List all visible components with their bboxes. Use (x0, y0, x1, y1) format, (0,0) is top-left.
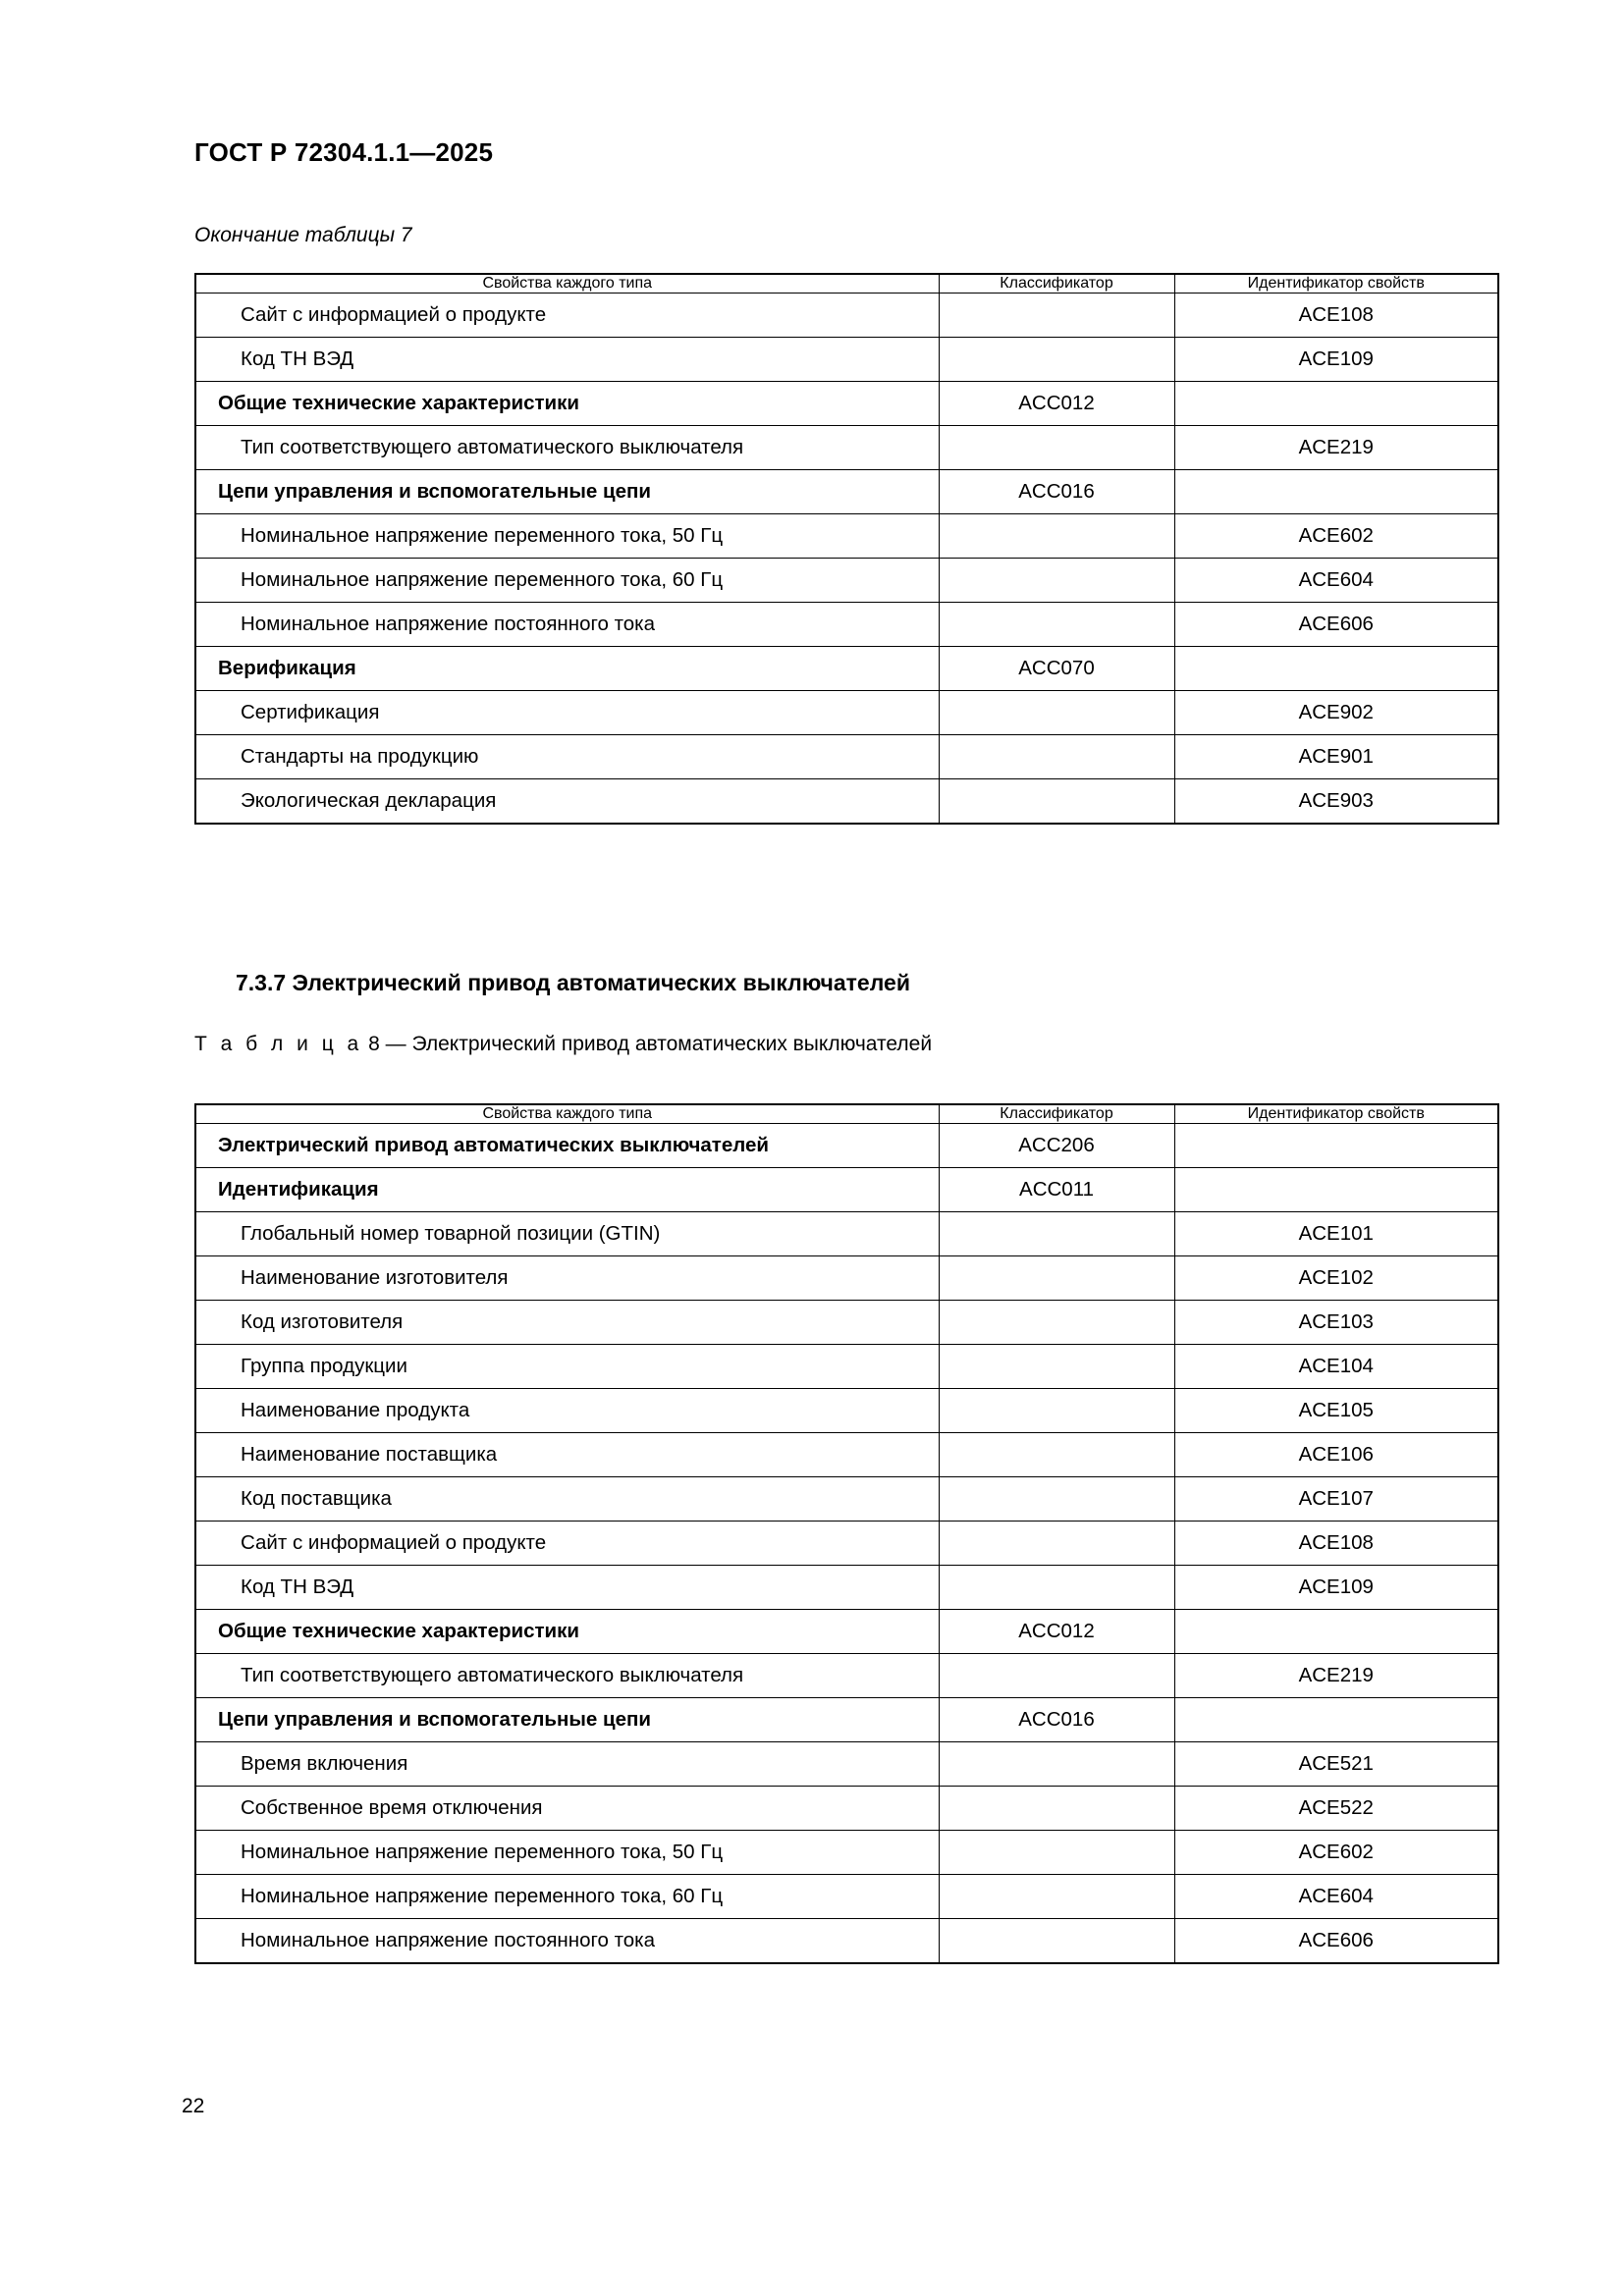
row-group-name: Электрический привод автоматических выключателей (195, 1124, 939, 1168)
row-classifier (939, 1256, 1174, 1301)
row-classifier (939, 1433, 1174, 1477)
row-property-id: ACE522 (1174, 1787, 1498, 1831)
row-classifier: ACC011 (939, 1168, 1174, 1212)
row-property-name: Номинальное напряжение переменного тока, 50 Гц (195, 514, 939, 559)
standard-header: ГОСТ Р 72304.1.1—2025 (194, 137, 494, 167)
table-row (195, 338, 1498, 382)
table-row (195, 691, 1498, 735)
row-classifier: ACC070 (939, 647, 1174, 691)
row-classifier (939, 1477, 1174, 1522)
row-property-id: ACE602 (1174, 514, 1498, 559)
table-row (195, 559, 1498, 603)
row-classifier (939, 338, 1174, 382)
row-classifier (939, 294, 1174, 338)
table-row (195, 1477, 1498, 1522)
row-property-name: Наименование продукта (195, 1389, 939, 1433)
row-group-name: Цепи управления и вспомогательные цепи (195, 1698, 939, 1742)
column-header-classifier: Классификатор (939, 1104, 1174, 1124)
row-classifier (939, 1389, 1174, 1433)
row-classifier (939, 779, 1174, 825)
row-classifier (939, 1919, 1174, 1964)
table-8 (194, 1103, 1499, 1964)
row-property-id (1174, 382, 1498, 426)
row-property-name: Наименование поставщика (195, 1433, 939, 1477)
row-property-name: Сайт с информацией о продукте (195, 1522, 939, 1566)
row-property-id (1174, 1168, 1498, 1212)
table-row (195, 1124, 1498, 1168)
table-row (195, 1698, 1498, 1742)
row-property-id (1174, 647, 1498, 691)
row-classifier (939, 1875, 1174, 1919)
row-property-id: ACE108 (1174, 294, 1498, 338)
row-classifier (939, 691, 1174, 735)
row-classifier (939, 1522, 1174, 1566)
row-group-name: Верификация (195, 647, 939, 691)
row-property-name: Номинальное напряжение постоянного тока (195, 603, 939, 647)
row-property-id: ACE106 (1174, 1433, 1498, 1477)
table-8-body (195, 1124, 1498, 1964)
row-classifier: ACC012 (939, 382, 1174, 426)
row-classifier (939, 1566, 1174, 1610)
table-row (195, 294, 1498, 338)
row-property-id: ACE903 (1174, 779, 1498, 825)
row-property-id: ACE107 (1174, 1477, 1498, 1522)
row-group-name: Общие технические характеристики (195, 1610, 939, 1654)
row-property-id: ACE108 (1174, 1522, 1498, 1566)
table-row (195, 1389, 1498, 1433)
row-property-name: Номинальное напряжение переменного тока, 60 Гц (195, 559, 939, 603)
row-group-name: Общие технические характеристики (195, 382, 939, 426)
row-property-id: ACE109 (1174, 338, 1498, 382)
table-row (195, 647, 1498, 691)
table8-caption (194, 1033, 932, 1056)
column-header-properties: Свойства каждого типа (195, 1104, 939, 1124)
row-property-id (1174, 470, 1498, 514)
table-row (195, 735, 1498, 779)
row-property-id: ACE104 (1174, 1345, 1498, 1389)
table-row (195, 426, 1498, 470)
table-row (195, 779, 1498, 825)
row-classifier (939, 1742, 1174, 1787)
row-property-id: ACE606 (1174, 603, 1498, 647)
column-header-property-id: Идентификатор свойств (1174, 1104, 1498, 1124)
table-row (195, 1433, 1498, 1477)
column-header-property-id: Идентификатор свойств (1174, 274, 1498, 294)
row-classifier (939, 426, 1174, 470)
column-header-classifier: Классификатор (939, 274, 1174, 294)
row-property-id: ACE521 (1174, 1742, 1498, 1787)
row-property-name: Код поставщика (195, 1477, 939, 1522)
row-property-name: Тип соответствующего автоматического выключателя (195, 1654, 939, 1698)
row-property-name: Собственное время отключения (195, 1787, 939, 1831)
row-property-id: ACE604 (1174, 559, 1498, 603)
row-classifier: ACC016 (939, 470, 1174, 514)
row-classifier (939, 559, 1174, 603)
table-row (195, 1831, 1498, 1875)
table-row (195, 1168, 1498, 1212)
row-property-id: ACE606 (1174, 1919, 1498, 1964)
row-property-id: ACE105 (1174, 1389, 1498, 1433)
table-row (195, 514, 1498, 559)
row-property-name: Тип соответствующего автоматического выключателя (195, 426, 939, 470)
table8-caption-number: 8 (368, 1033, 380, 1055)
table8-caption-dash: — (385, 1033, 406, 1055)
table-row (195, 1345, 1498, 1389)
row-property-id: ACE604 (1174, 1875, 1498, 1919)
table-row (195, 470, 1498, 514)
row-property-id: ACE902 (1174, 691, 1498, 735)
row-classifier (939, 735, 1174, 779)
row-property-id: ACE219 (1174, 1654, 1498, 1698)
table-header-row (195, 274, 1498, 294)
table-row (195, 1875, 1498, 1919)
table-row (195, 1522, 1498, 1566)
row-classifier (939, 1212, 1174, 1256)
row-property-name: Номинальное напряжение постоянного тока (195, 1919, 939, 1964)
table-row (195, 382, 1498, 426)
row-property-name: Номинальное напряжение переменного тока, 50 Гц (195, 1831, 939, 1875)
row-property-id (1174, 1610, 1498, 1654)
row-property-name: Экологическая декларация (195, 779, 939, 825)
row-property-id: ACE102 (1174, 1256, 1498, 1301)
row-classifier (939, 1654, 1174, 1698)
row-property-name: Группа продукции (195, 1345, 939, 1389)
row-property-name: Код изготовителя (195, 1301, 939, 1345)
row-classifier (939, 1787, 1174, 1831)
table-7 (194, 273, 1499, 825)
table7-caption: Окончание таблицы 7 (194, 224, 412, 246)
row-group-name: Идентификация (195, 1168, 939, 1212)
row-classifier (939, 514, 1174, 559)
table-row (195, 1301, 1498, 1345)
table-row (195, 603, 1498, 647)
column-header-properties: Свойства каждого типа (195, 274, 939, 294)
row-property-name: Номинальное напряжение переменного тока, 60 Гц (195, 1875, 939, 1919)
section-heading: 7.3.7 Электрический привод автоматических выключателей (236, 970, 910, 995)
row-classifier (939, 1831, 1174, 1875)
row-property-id: ACE109 (1174, 1566, 1498, 1610)
row-property-id: ACE101 (1174, 1212, 1498, 1256)
row-property-name: Сертификация (195, 691, 939, 735)
row-property-name: Сайт с информацией о продукте (195, 294, 939, 338)
row-classifier: ACC206 (939, 1124, 1174, 1168)
row-property-id (1174, 1124, 1498, 1168)
table8-caption-label: Т а б л и ц а (194, 1033, 363, 1055)
page-number: 22 (182, 2095, 205, 2117)
row-property-id (1174, 1698, 1498, 1742)
row-classifier (939, 1301, 1174, 1345)
row-property-name: Время включения (195, 1742, 939, 1787)
row-classifier (939, 603, 1174, 647)
row-property-name: Код ТН ВЭД (195, 338, 939, 382)
table-row (195, 1610, 1498, 1654)
table-row (195, 1566, 1498, 1610)
row-classifier: ACC016 (939, 1698, 1174, 1742)
row-property-name: Наименование изготовителя (195, 1256, 939, 1301)
table-row (195, 1919, 1498, 1964)
row-property-id: ACE901 (1174, 735, 1498, 779)
table-row (195, 1787, 1498, 1831)
row-property-id: ACE602 (1174, 1831, 1498, 1875)
row-property-name: Глобальный номер товарной позиции (GTIN) (195, 1212, 939, 1256)
table8-caption-title: Электрический привод автоматических выключателей (411, 1033, 933, 1055)
row-classifier (939, 1345, 1174, 1389)
table-7-body (195, 294, 1498, 825)
row-property-id: ACE219 (1174, 426, 1498, 470)
table-header-row (195, 1104, 1498, 1124)
table-row (195, 1654, 1498, 1698)
table-row (195, 1742, 1498, 1787)
row-property-id: ACE103 (1174, 1301, 1498, 1345)
row-property-name: Стандарты на продукцию (195, 735, 939, 779)
table-row (195, 1256, 1498, 1301)
table-row (195, 1212, 1498, 1256)
row-group-name: Цепи управления и вспомогательные цепи (195, 470, 939, 514)
row-classifier: ACC012 (939, 1610, 1174, 1654)
row-property-name: Код ТН ВЭД (195, 1566, 939, 1610)
